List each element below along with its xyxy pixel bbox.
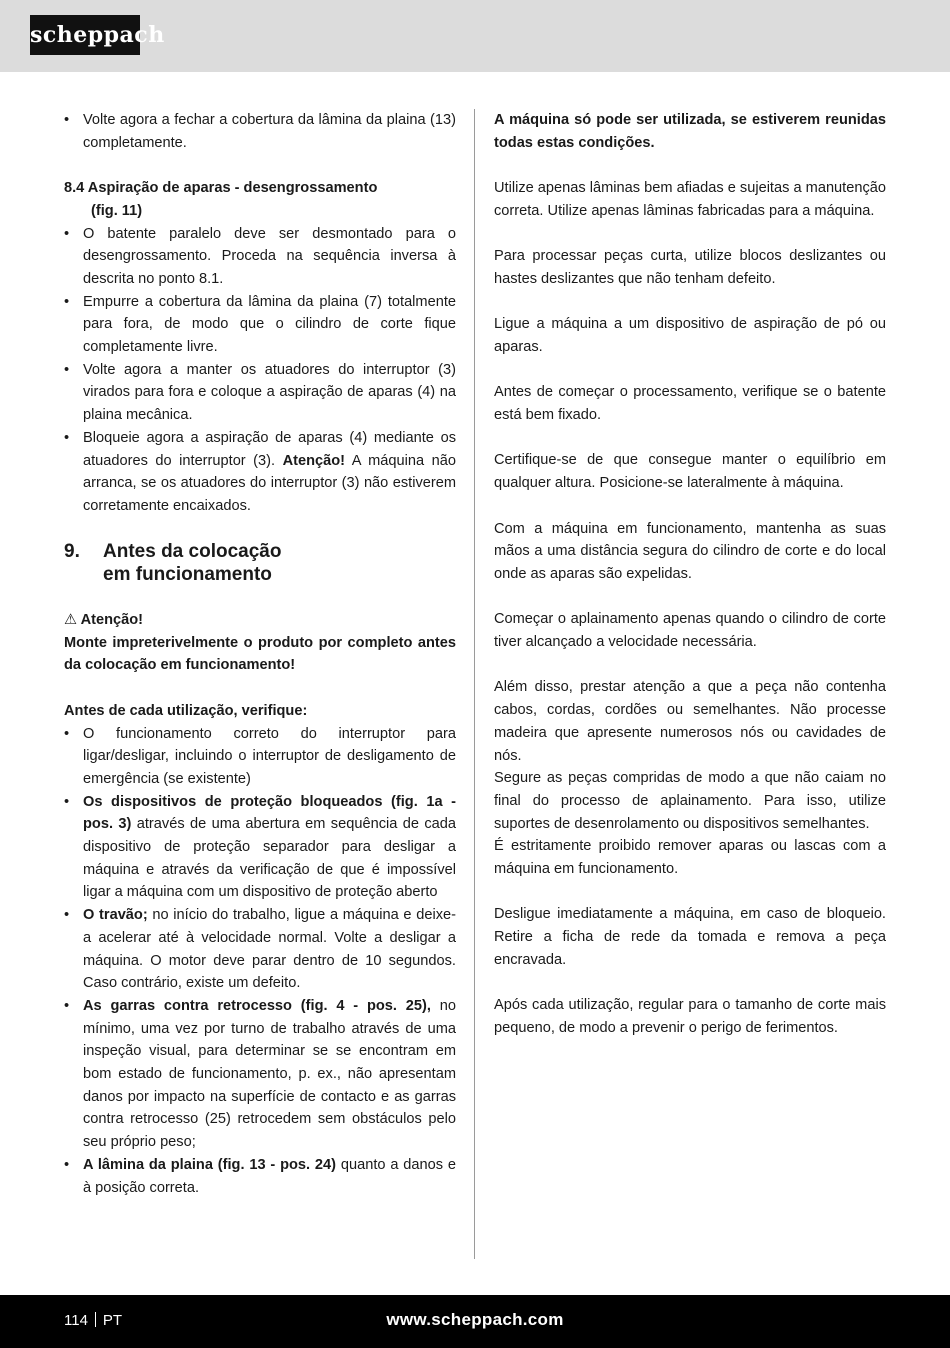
paragraph: Além disso, prestar atenção a que a peça não contenha cabos, cordas, cordões ou semelhantes. Não processe madeira que apresente numerosos nós ou cavidades de nós. xyxy=(494,679,886,764)
section-9-heading: 9. Antes da colocação em funcionamento xyxy=(64,541,282,586)
paragraph: É estritamente proibido remover aparas ou lascas com a máquina em funcionamento. xyxy=(494,838,886,878)
column-divider xyxy=(474,109,475,1259)
website-url: www.scheppach.com xyxy=(386,1310,564,1329)
list-item: • O travão; no início do trabalho, ligue a máquina e deixe-a acelerar até à velocidade normal. Volte a desligar a máquina. O motor deve parar dentro de 10 segundos. Caso contrário, existe um defeito. xyxy=(64,904,456,995)
left-column xyxy=(64,109,456,1199)
paragraph: Começar o aplainamento apenas quando o cilindro de corte tiver alcançado a velocidade necessária. xyxy=(494,611,886,651)
checklist xyxy=(64,723,456,1200)
list-item: • Os dispositivos de proteção bloqueados (fig. 1a - pos. 3) através de uma abertura em sequência de cada dispositivo de proteção separador para desligar a máquina e através da verificação de que é impossível ligar a máquina com um dispositivo de proteção aberto xyxy=(64,791,456,905)
paragraph: Certifique-se de que consegue manter o equilíbrio em qualquer altura. Posicione-se lateralmente à máquina. xyxy=(494,452,886,492)
right-column xyxy=(494,109,886,1040)
list-item: • O funcionamento correto do interruptor para ligar/desligar, incluindo o interruptor de desligamento de emergência (se existente) xyxy=(64,723,456,791)
list-item: • Empurre a cobertura da lâmina da plaina (7) totalmente para fora, de modo que o cilindro de corte fique completamente livre. xyxy=(64,291,456,359)
page-footer xyxy=(0,1295,950,1348)
paragraph: Desligue imediatamente a máquina, em caso de bloqueio. Retire a ficha de rede da tomada e remova a peça encravada. xyxy=(494,906,886,968)
list-item: • As garras contra retrocesso (fig. 4 - pos. 25), no mínimo, uma vez por turno de trabalho através de uma inspeção visual, para determinar se se encontram em bom estado de funcionamento, p. ex., não apresentam danos por impacto na superfície de contacto e as garras contra retrocesso (25) retrocedem sem obstáculos pelo seu próprio peso; xyxy=(64,995,456,1154)
paragraph: Com a máquina em funcionamento, mantenha as suas mãos a uma distância segura do cilindro de corte e do local onde as aparas são expelidas. xyxy=(494,520,886,582)
section-8-4-heading: 8.4 Aspiração de aparas - desengrossamento (fig. 11) xyxy=(64,180,378,219)
warning-text: Monte impreterivelmente o produto por completo antes da colocação em funcionamento! xyxy=(64,634,456,674)
section-8-4-list xyxy=(64,223,456,518)
conditions-note: A máquina só pode ser utilizada, se estiverem reunidas todas estas condições. xyxy=(494,112,886,151)
list-item: • Volte agora a fechar a cobertura da lâmina da plaina (13) completamente. xyxy=(64,109,456,154)
warning-title: ⚠ Atenção! xyxy=(64,612,144,629)
page-number: 114 PT xyxy=(64,1312,123,1329)
warning-icon: ⚠ xyxy=(64,612,78,629)
list-item: • Volte agora a manter os atuadores do interruptor (3) virados para fora e coloque a aspiração de aparas (4) na plaina mecânica. xyxy=(64,359,456,427)
page-header xyxy=(0,0,950,72)
list-item: • Bloqueie agora a aspiração de aparas (4) mediante os atuadores do interruptor (3). Atenção! A máquina não arranca, se os atuadores do interruptor (3) não estiverem corretamente encaixados. xyxy=(64,427,456,518)
paragraph: Antes de começar o processamento, verifique se o batente está bem fixado. xyxy=(494,384,886,424)
paragraph: Após cada utilização, regular para o tamanho de corte mais pequeno, de modo a prevenir o perigo de ferimentos. xyxy=(494,997,886,1036)
list-item: • A lâmina da plaina (fig. 13 - pos. 24) quanto a danos e à posição correta. xyxy=(64,1154,456,1199)
paragraph: Segure as peças compridas de modo a que não caiam no final do processo de aplainamento. Para isso, utilize suportes de desenrolamento ou dispositivos semelhantes. xyxy=(494,770,886,832)
paragraph: Ligue a máquina a um dispositivo de aspiração de pó ou aparas. xyxy=(494,316,886,355)
list-item: • O batente paralelo deve ser desmontado para o desengrossamento. Proceda na sequência inversa à descrita no ponto 8.1. xyxy=(64,223,456,291)
checklist-heading: Antes de cada utilização, verifique: xyxy=(64,702,308,719)
scheppach-logo: scheppach xyxy=(30,15,140,55)
paragraph: Utilize apenas lâminas bem afiadas e sujeitas a manutenção correta. Utilize apenas lâminas fabricadas para a máquina. xyxy=(494,180,886,219)
intro-list xyxy=(64,109,456,154)
paragraph: Para processar peças curta, utilize blocos deslizantes ou hastes deslizantes que não tenham defeito. xyxy=(494,248,886,287)
